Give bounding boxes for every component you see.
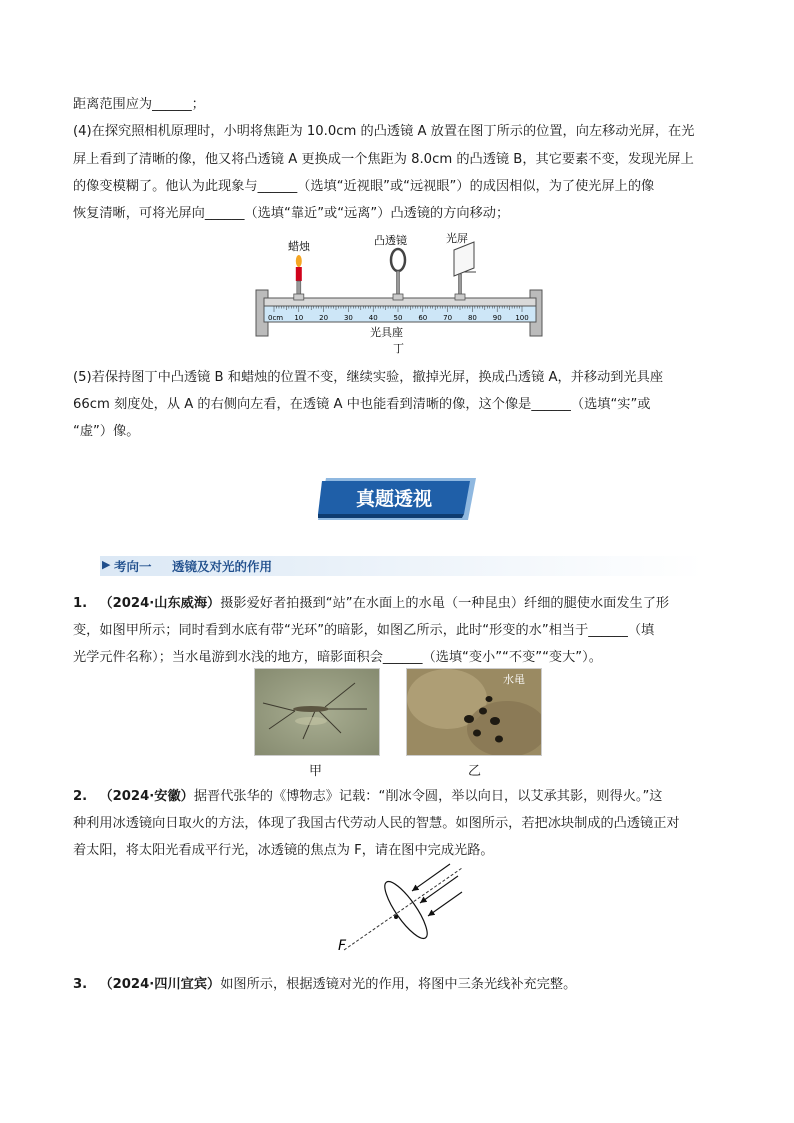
problem-1-line-3: 光学元件名称）；当水黾游到水浅的地方，暗影面积会______（选填“变小”“不变”“变大”）。 [73,650,602,665]
bench-tick-label: 60 [418,314,428,322]
bench-tick-label: 10 [294,314,304,322]
sun-ray-1 [412,864,450,891]
photo-jia [254,668,380,756]
bench-tick-label: 100 [515,314,529,322]
problem-1-source: （2024·山东威海） [99,596,221,611]
q5-line-2: 66cm 刻度处，从 A 的右侧向左看，在透镜 A 中也能看到清晰的像，这个像是______（选填“实”或 [73,397,651,412]
candle-flame [296,255,302,267]
candle-slider [294,294,304,300]
focus-point [394,915,398,919]
q4-line-1: (4)在探究照相机原理时，小明将焦距为 10.0cm 的凸透镜 A 放置在图丁所示的位置，向左移动光屏，在光 [73,124,695,139]
problem-3-text-1: 如图所示，根据透镜对光的作用，将图中三条光线补充完整。 [220,977,577,992]
problem-1-number: 1. [73,596,88,611]
bench-tick-label: 50 [393,314,403,322]
problem-1-text-1: 摄影爱好者拍摄到“站”在水面上的水黾（一种昆虫）纤细的腿使水面发生了形 [220,596,670,611]
q4-line-3: 的像变模糊了。他认为此现象与______（选填“近视眼”或“远视眼”）的成因相似，为了使光屏上的像 [73,179,655,194]
problem-2-source: （2024·安徽） [99,789,194,804]
water-strider-body [293,706,329,712]
lens-slider [393,294,403,300]
problem-2-line-2: 种利用冰透镜向日取火的方法，体现了我国古代劳动人民的智慧。如图所示，若把冰块制成的凸透镜正对 [73,816,680,831]
screen-label: 光屏 [446,232,468,245]
screen-slider [455,294,465,300]
q5-line-3: “虚”）像。 [73,424,140,439]
problem-3-line-1 [73,975,576,995]
lens-label: 凸透镜 [374,234,407,247]
figure-ding-label: 丁 [393,342,404,355]
bench-tick-label: 80 [467,314,477,322]
light-screen [454,242,476,300]
bench-tick-label: 20 [319,314,329,322]
focus-label: F [338,938,347,954]
problem-3-source: （2024·四川宜宾） [99,977,221,992]
bench-tick-label: 90 [492,314,502,322]
lens [391,249,405,300]
topic-label: 考向一 [114,559,152,574]
photo-yi-caption: 乙 [468,764,482,779]
ice-convex-lens [378,876,433,943]
optical-bench-figure [250,228,550,358]
candle-label: 蜡烛 [288,240,310,253]
ice-lens-figure [334,862,464,958]
bench-tick-label: 30 [343,314,353,322]
q5-line-1: (5)若保持图丁中凸透镜 B 和蜡烛的位置不变，继续实验，撤掉光屏，换成凸透镜 A，并移动到光具座 [73,370,664,385]
lens-holder [397,271,400,295]
candle [294,255,304,300]
candle-body [296,267,302,281]
screen-holder [459,274,462,295]
problem-2-number: 2. [73,789,88,804]
lens-ring [391,249,405,271]
problem-2-text-1: 据晋代张华的《博物志》记载：“削冰令圆，举以向日，以艾承其影，则得火。”这 [193,789,663,804]
problem-1-line-1 [73,594,669,614]
bench-tick-label: 0cm [268,314,284,322]
sun-ray-3 [428,892,462,916]
banner-title: 真题透视 [355,488,433,510]
q3-answer-line: 距离范围应为______； [73,97,205,112]
photo-jia-caption: 甲 [309,764,323,779]
bench-label: 光具座 [370,326,403,339]
photo-yi-label: 水黾 [503,673,525,686]
q4-line-2: 屏上看到了清晰的像，他又将凸透镜 A 更换成一个焦距为 8.0cm 的凸透镜 B，其它要素不变，发现光屏上 [73,152,694,167]
problem-2-line-1 [73,787,662,807]
q4-line-4: 恢复清晰，可将光屏向______（选填“靠近”或“远离”）凸透镜的方向移动； [73,206,510,221]
problem-1-line-2: 变，如图甲所示；同时看到水底有带“光环”的暗影，如图乙所示，此时“形变的水”相当于______（填 [73,623,655,638]
section-banner [318,478,476,520]
topic-header [100,556,704,576]
problem-2-line-3: 着太阳，将太阳光看成平行光，冰透镜的焦点为 F，请在图中完成光路。 [73,843,494,858]
problem-3-number: 3. [73,977,88,992]
bench-tick-label: 40 [368,314,378,322]
photo-yi [406,668,542,756]
bench-tick-label: 70 [443,314,453,322]
topic-arrow-icon: ▶ [102,558,111,571]
principal-axis [344,868,462,950]
topic-title: 透镜及对光的作用 [172,559,273,574]
candle-holder [297,281,301,295]
screen-panel [454,242,474,276]
